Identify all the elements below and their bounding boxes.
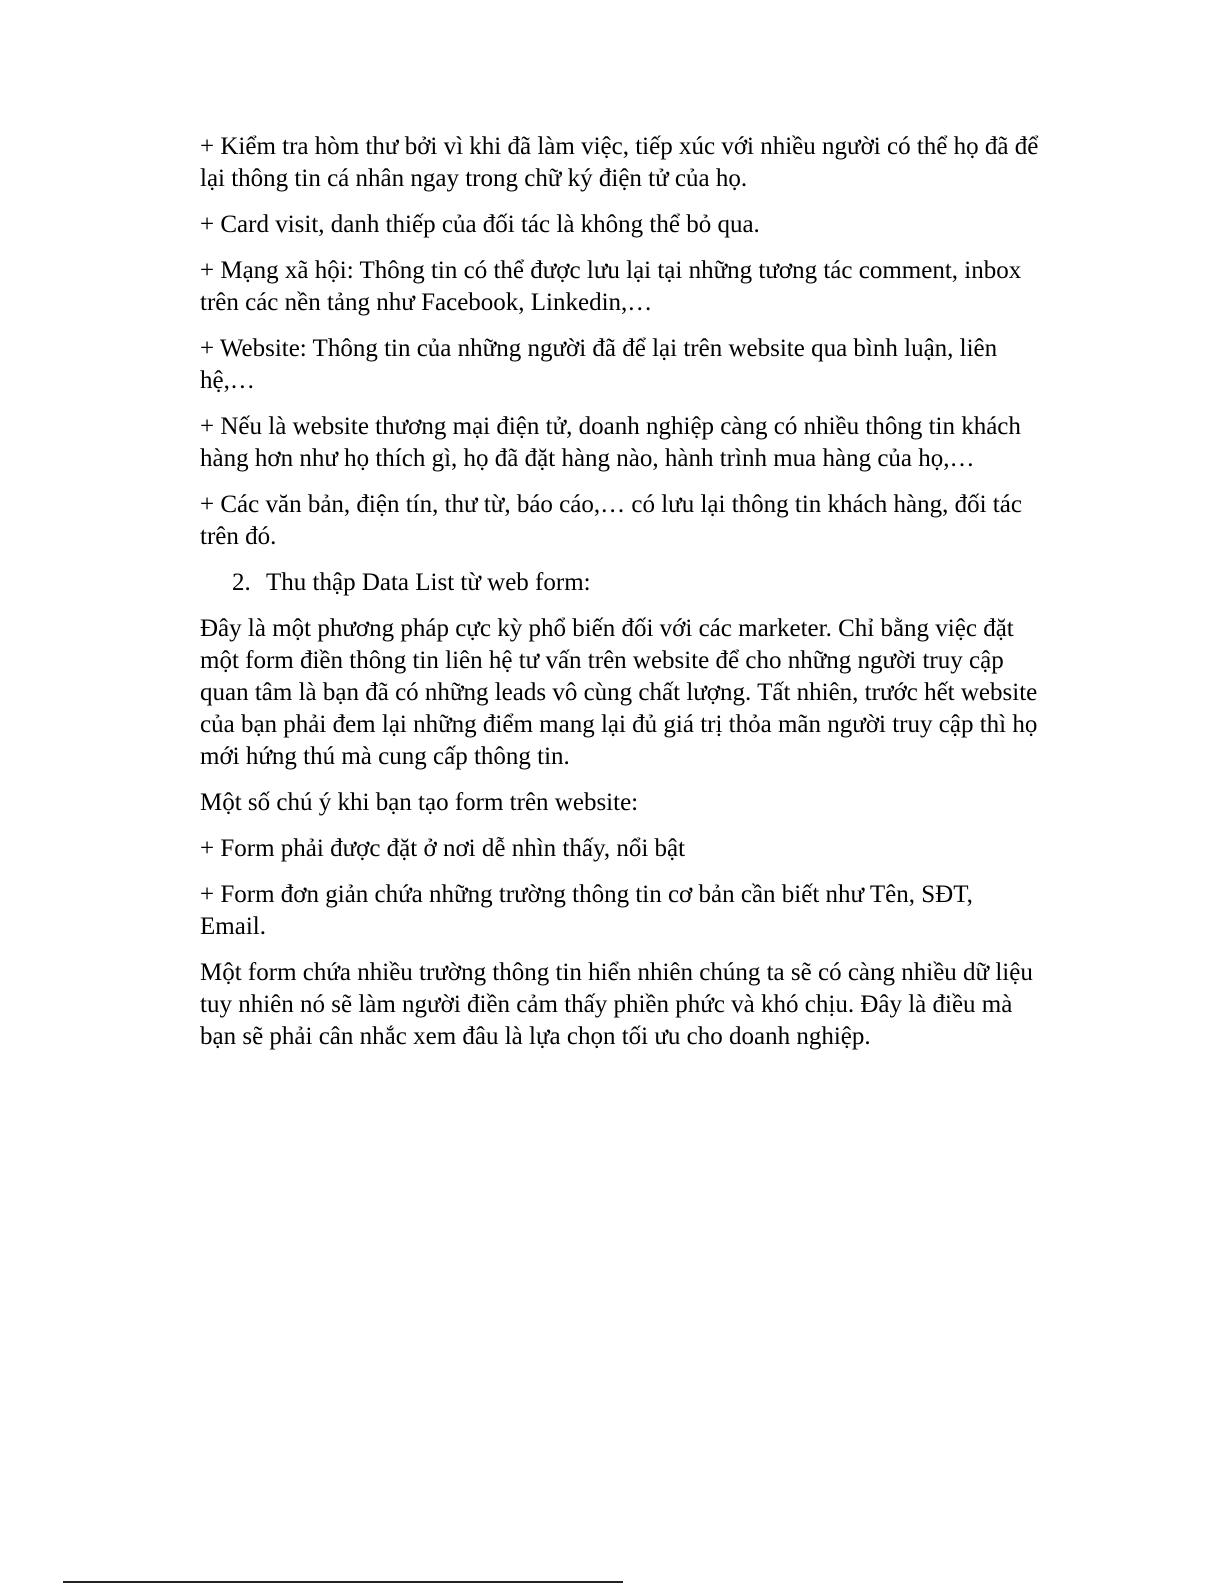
paragraph-form-placement: + Form phải được đặt ở nơi dễ nhìn thấy, nổi bật [200,835,686,862]
paragraph-documents: + Các văn bản, điện tín, thư từ, báo cáo,… có lưu lại thông tin khách hàng, đối tác trên đó. [200,491,1022,550]
list-number: 2. [232,569,251,596]
paragraph-form-notes-heading: Một số chú ý khi bạn tạo form trên website: [200,789,639,816]
paragraph-form-fields: + Form đơn giản chứa những trường thông tin cơ bản cần biết như Tên, SĐT, Email. [200,881,973,940]
paragraph-ecommerce: + Nếu là website thương mại điện tử, doanh nghiệp càng có nhiều thông tin khách hàng hơn như họ thích gì, họ đã đặt hàng nào, hành trình mua hàng của họ,… [200,413,1021,472]
list-item-text: Thu thập Data List từ web form: [266,569,591,596]
numbered-list-item [200,567,1042,599]
document-page [200,131,1042,1067]
paragraph-business-card: + Card visit, danh thiếp của đối tác là không thể bỏ qua. [200,211,760,238]
paragraph-web-form-intro: Đây là một phương pháp cực kỳ phổ biến đối với các marketer. Chỉ bằng việc đặt một form điền thông tin liên hệ tư vấn trên website để cho những người truy cập quan tâm là bạn đã có những leads vô cùng chất lượng. Tất nhiên, trước hết website của bạn phải đem lại những điểm mang lại đủ giá trị thỏa mãn người truy cập thì họ mới hứng thú mà cung cấp thông tin. [200,615,1038,770]
paragraph-form-conclusion: Một form chứa nhiều trường thông tin hiển nhiên chúng ta sẽ có càng nhiều dữ liệu tuy nhiên nó sẽ làm người điền cảm thấy phiền phức và khó chịu. Đây là điều mà bạn sẽ phải cân nhắc xem đâu là lựa chọn tối ưu cho doanh nghiệp. [200,959,1033,1050]
paragraph-email-signature: + Kiểm tra hòm thư bởi vì khi đã làm việc, tiếp xúc với nhiều người có thể họ đã để lại thông tin cá nhân ngay trong chữ ký điện tử của họ. [200,133,1039,192]
bottom-divider [63,1581,623,1583]
paragraph-social-network: + Mạng xã hội: Thông tin có thể được lưu lại tại những tương tác comment, inbox trên các nền tảng như Facebook, Linkedin,… [200,257,1022,316]
paragraph-website: + Website: Thông tin của những người đã để lại trên website qua bình luận, liên hệ,… [200,335,998,394]
